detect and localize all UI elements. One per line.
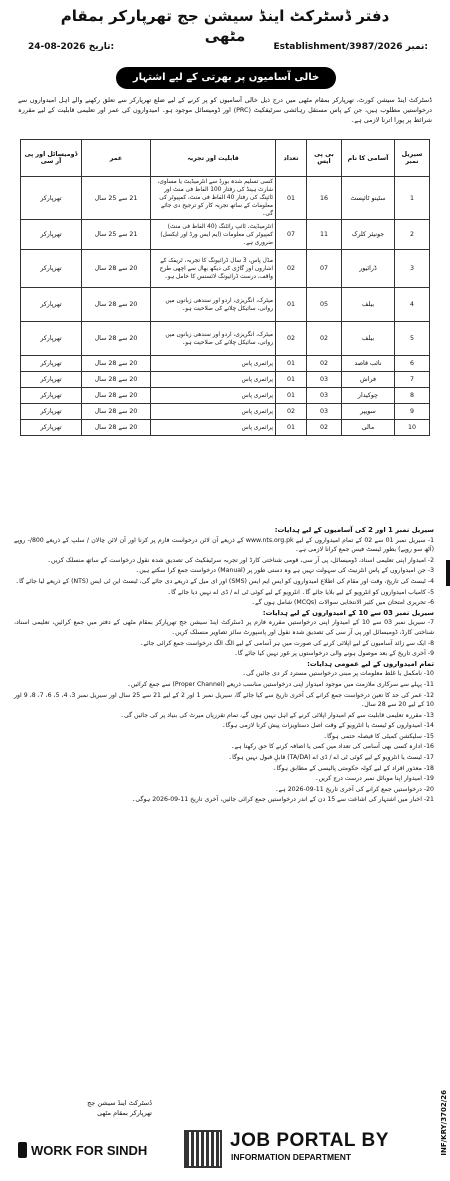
table-row <box>21 420 430 436</box>
row-qualification: پرائمری پاس <box>151 388 276 404</box>
row-post: سٹینو ٹائپسٹ <box>342 177 395 220</box>
row-domicile: تھرپارکر <box>21 177 82 220</box>
table-row <box>21 404 430 420</box>
page-edge-mark <box>446 560 450 586</box>
row-bps: 07 <box>307 250 342 288</box>
note-16: 16- ادارہ کسی بھی آسامی کی تعداد میں کمی یا اضافہ کرنے کا حق رکھتا ہے۔ <box>230 743 434 751</box>
note-1: 1- سیریل نمبر 01 سے 02 کے تمام امیدواروں کے لیے www.nts.org.pk کے ذریعے آن لائن درخواست فارم پر کرنا اور آن لائن چالان / سلپ کے ذریعے 800/- روپے (آٹھ سو روپے) بطور ٹیسٹ فیس جمع کرانا لازمی ہے۔ <box>14 536 434 554</box>
row-post: بیلف <box>342 288 395 322</box>
row-qualification: پرائمری پاس <box>151 356 276 372</box>
instructions-heading-3: تمام امیدواروں کے لیے عمومی ہدایات: <box>307 659 434 668</box>
row-domicile: تھرپارکر <box>21 404 82 420</box>
instructions-section <box>14 526 434 806</box>
banner-heading: خالی آسامیوں پر بھرتی کے لیے اشتہار <box>116 67 336 89</box>
note-17: 17- ٹیسٹ یا انٹرویو کے لیے کوئی ٹی اے / ڈی اے (TA/DA) قابلِ قبول نہیں ہوگا۔ <box>228 754 434 762</box>
col-qualification: قابلیت اور تجربہ <box>151 140 276 177</box>
date-prefix: تاریخ: <box>88 42 115 52</box>
row-bps: 03 <box>307 388 342 404</box>
row-qualification: پرائمری پاس <box>151 404 276 420</box>
col-serial: سیریل نمبر <box>395 140 430 177</box>
table-row <box>21 388 430 404</box>
note-21: 21- اخبار میں اشتہار کی اشاعت سے 15 دن کے اندر درخواستیں جمع کرائی جائیں، آخری تاریخ 11-09-2026 ہوگی۔ <box>131 796 434 804</box>
row-post: جونیئر کلرک <box>342 220 395 250</box>
row-serial: 5 <box>395 322 430 356</box>
page-title: دفتر ڈسٹرکٹ اینڈ سیشن جج تھرپارکر بمقام مٹھی <box>60 7 390 45</box>
note-6: 6- تحریری امتحان میں کثیر الانتخابی سوالات (MCQs) شامل ہوں گے۔ <box>251 599 434 607</box>
table-row <box>21 250 430 288</box>
table-row <box>21 288 430 322</box>
row-post: ڈرائیور <box>342 250 395 288</box>
row-age: 20 سے 28 سال <box>82 288 151 322</box>
col-count: تعداد <box>276 140 307 177</box>
note-19: 19- امیدوار اپنا موبائل نمبر درست درج کریں۔ <box>314 775 434 783</box>
row-post: چوکیدار <box>342 388 395 404</box>
work-for-sindh-text: WORK FOR SINDH <box>31 1143 148 1158</box>
row-age: 20 سے 28 سال <box>82 356 151 372</box>
row-bps: 16 <box>307 177 342 220</box>
footer <box>8 1128 428 1174</box>
work-for-sindh-icon <box>18 1142 27 1158</box>
row-qualification: پرائمری پاس <box>151 372 276 388</box>
row-serial: 10 <box>395 420 430 436</box>
row-domicile: تھرپارکر <box>21 388 82 404</box>
note-4: 4- ٹیسٹ کی تاریخ، وقت اور مقام کی اطلاع امیدواروں کو ایس ایم ایس (SMS) اور ای میل کے ذریعے دی جائے گی، ٹیسٹ این ٹی ایس (NTS) کے ذریعے لیا جائے گا۔ <box>15 577 434 585</box>
note-7: 7- سیریل نمبر 03 سے 10 کے امیدوار اپنی درخواستیں مقررہ فارم پر ڈسٹرکٹ اینڈ سیشن جج تھرپارکر بمقام مٹھی کے دفتر میں جمع کرائیں، تعلیمی اسناد، شناختی کارڈ، ڈومیسائل اور پی آر سی کی تصدیق شدہ نقول اور پاسپورٹ سائز تصاویر منسلک کریں۔ <box>14 619 434 636</box>
note-2: 2- امیدوار اپنی تعلیمی اسناد، ڈومیسائل، پی آر سی، قومی شناختی کارڈ اور تجربہ سرٹیفکیٹ کی تصدیق شدہ نقول درخواست کے ساتھ منسلک کریں۔ <box>47 556 434 564</box>
row-qualification: انٹرمیڈیٹ، ٹائپ رائٹنگ (40 الفاظ فی منٹ) کمپیوٹر کی معلومات (ایم ایس ورڈ اور ایکسل) ضروری ہے۔ <box>151 220 276 250</box>
table-row <box>21 177 430 220</box>
row-count: 01 <box>276 372 307 388</box>
row-serial: 6 <box>395 356 430 372</box>
row-qualification: مڈل پاس، 3 سال ڈرائیونگ کا تجربہ، ٹریفک کے اشاروں اور گاڑی کی دیکھ بھال سے اچھی طرح واقف، درست ڈرائیونگ لائسنس کا حامل ہو۔ <box>151 250 276 288</box>
row-serial: 4 <box>395 288 430 322</box>
row-domicile: تھرپارکر <box>21 220 82 250</box>
intro-paragraph: ڈسٹرکٹ اینڈ سیشن کورٹ، تھرپارکر بمقام مٹھی میں درج ذیل خالی آسامیوں کو پر کرنے کے لیے ضلع تھرپارکر سے تعلق رکھنے والے اہل امیدواروں سے درخواستیں مطلوب ہیں، جن کے پاس مستقل رہائشی سرٹیفکیٹ (PRC) اور ڈومیسائل موجود ہو۔ امیدواروں کی عمر اور تعلیمی قابلیت کے لیے مقررہ شرائط پر پورا اترنا لازمی ہے۔ <box>18 96 432 124</box>
note-9: 9- آخری تاریخ کے بعد موصول ہونے والی درخواستوں پر غور نہیں کیا جائے گا۔ <box>234 650 434 658</box>
row-serial: 3 <box>395 250 430 288</box>
row-post: نائب قاصد <box>342 356 395 372</box>
table-row <box>21 372 430 388</box>
row-count: 01 <box>276 288 307 322</box>
row-count: 01 <box>276 177 307 220</box>
row-qualification: پرائمری پاس <box>151 420 276 436</box>
note-20: 20- درخواستیں جمع کرانے کی آخری تاریخ 11-09-2026 ہے۔ <box>274 785 434 793</box>
signature-line-2: تھرپارکر بمقام مٹھی <box>97 1109 152 1117</box>
row-domicile: تھرپارکر <box>21 420 82 436</box>
row-bps: 02 <box>307 420 342 436</box>
note-10: 10- نامکمل یا غلط معلومات پر مبنی درخواستیں مسترد کر دی جائیں گی۔ <box>242 670 434 678</box>
note-18: 18- معذور افراد کے لیے کوٹہ حکومتی پالیسی کے مطابق ہوگا۔ <box>272 764 434 772</box>
row-bps: 02 <box>307 322 342 356</box>
row-age: 21 سے 25 سال <box>82 177 151 220</box>
row-serial: 2 <box>395 220 430 250</box>
table-row <box>21 356 430 372</box>
row-bps: 11 <box>307 220 342 250</box>
information-department-text: INFORMATION DEPARTMENT <box>231 1152 352 1162</box>
note-13: 13- مقررہ تعلیمی قابلیت سے کم امیدوار اپلائی کرنے کے اہل نہیں ہوں گے، تمام تقرریاں میرٹ کی بنیاد پر کی جائیں گی۔ <box>120 711 434 719</box>
establishment-number <box>273 42 428 52</box>
establishment-prefix: نمبر: <box>405 42 428 52</box>
row-count: 07 <box>276 220 307 250</box>
row-post: بیلف <box>342 322 395 356</box>
table-body <box>21 177 430 436</box>
row-age: 20 سے 28 سال <box>82 388 151 404</box>
row-serial: 8 <box>395 388 430 404</box>
row-count: 02 <box>276 322 307 356</box>
col-bps: بی پی ایس <box>307 140 342 177</box>
row-serial: 9 <box>395 404 430 420</box>
row-count: 01 <box>276 388 307 404</box>
instructions-heading-2: سیریل نمبر 03 سے 10 کے امیدواروں کے لیے ہدایات: <box>262 608 434 617</box>
row-serial: 7 <box>395 372 430 388</box>
note-8: 8- ایک سے زائد آسامیوں کے لیے اپلائی کرنے کی صورت میں ہر آسامی کے لیے الگ الگ درخواست جمع کرائی جائے۔ <box>139 639 434 647</box>
row-post: سویپر <box>342 404 395 420</box>
table-header-row <box>21 140 430 177</box>
row-post: فراش <box>342 372 395 388</box>
row-bps: 05 <box>307 288 342 322</box>
table-row <box>21 220 430 250</box>
date-value: 24-08-2026 <box>28 42 86 52</box>
job-portal-title: JOB PORTAL BY <box>230 1130 389 1151</box>
inf-reference: INF/KRY/3702/26 <box>440 1090 448 1156</box>
row-domicile: تھرپارکر <box>21 288 82 322</box>
signature-block <box>72 1098 152 1118</box>
row-qualification: میٹرک، انگریزی، اردو اور سندھی زبانوں میں روانی، سائیکل چلانے کی صلاحیت ہو۔ <box>151 288 276 322</box>
row-domicile: تھرپارکر <box>21 356 82 372</box>
vacancy-table <box>20 139 430 436</box>
row-domicile: تھرپارکر <box>21 250 82 288</box>
row-serial: 1 <box>395 177 430 220</box>
row-post: مالی <box>342 420 395 436</box>
note-12: 12- عمر کی حد کا تعین درخواست جمع کرانے کی آخری تاریخ سے کیا جائے گا، سیریل نمبر 1 اور 2 کے لیے 21 سے 25 سال اور سیریل نمبر 3، 4، 5، 6، 7، 8، 9 اور 10 کے لیے 20 سے 28 سال۔ <box>14 691 435 709</box>
signature-line-1: ڈسٹرکٹ اینڈ سیشن جج <box>87 1099 152 1107</box>
col-age: عمر <box>82 140 151 177</box>
note-15: 15- سلیکشن کمیٹی کا فیصلہ حتمی ہوگا۔ <box>323 732 434 740</box>
row-age: 20 سے 28 سال <box>82 420 151 436</box>
row-domicile: تھرپارکر <box>21 322 82 356</box>
row-age: 20 سے 28 سال <box>82 404 151 420</box>
instructions-heading-1: سیریل نمبر 1 اور 2 کی آسامیوں کے لیے ہدایات: <box>274 526 434 534</box>
row-age: 20 سے 28 سال <box>82 250 151 288</box>
note-3: 3- جن امیدواروں کے پاس انٹرنیٹ کی سہولت نہیں ہے وہ دستی طور پر (Manual) درخواست جمع کرا سکتے ہیں۔ <box>135 567 434 575</box>
establishment-value: Establishment/3987/2026 <box>273 42 403 52</box>
row-bps: 03 <box>307 372 342 388</box>
row-bps: 03 <box>307 404 342 420</box>
qr-code-icon <box>184 1130 222 1168</box>
row-domicile: تھرپارکر <box>21 372 82 388</box>
row-count: 01 <box>276 356 307 372</box>
advert-date <box>28 42 114 52</box>
col-domicile: ڈومیسائل اور پی آر سی <box>21 140 82 177</box>
col-post: آسامی کا نام <box>342 140 395 177</box>
work-for-sindh-logo <box>18 1142 147 1158</box>
row-count: 02 <box>276 404 307 420</box>
table-row <box>21 322 430 356</box>
row-count: 02 <box>276 250 307 288</box>
row-bps: 02 <box>307 356 342 372</box>
note-14: 14- امیدواروں کو ٹیسٹ یا انٹرویو کے وقت اصل دستاویزات پیش کرنا لازمی ہوگا۔ <box>222 722 434 730</box>
row-age: 21 سے 25 سال <box>82 220 151 250</box>
row-qualification: میٹرک، انگریزی، اردو اور سندھی زبانوں میں روانی، سائیکل چلانے کی صلاحیت ہو۔ <box>151 322 276 356</box>
row-count: 01 <box>276 420 307 436</box>
note-11: 11- پہلے سے سرکاری ملازمت میں موجود امیدوار اپنی درخواستیں مناسب ذریعے (Proper Channel) سے جمع کرائیں۔ <box>127 680 434 688</box>
row-qualification: کسی تسلیم شدہ بورڈ سے انٹرمیڈیٹ یا مساوی، شارٹ ہینڈ کی رفتار 100 الفاظ فی منٹ اور ٹائپنگ کی رفتار 40 الفاظ فی منٹ، کمپیوٹر کی معلومات کے ساتھ تجربہ کار کو ترجیح دی جائے گی۔ <box>151 177 276 220</box>
row-age: 20 سے 28 سال <box>82 372 151 388</box>
note-5: 5- کامیاب امیدواروں کو انٹرویو کے لیے بلایا جائے گا۔ انٹرویو کے لیے کوئی ٹی اے / ڈی اے نہیں دیا جائے گا۔ <box>167 588 434 596</box>
row-age: 20 سے 28 سال <box>82 322 151 356</box>
